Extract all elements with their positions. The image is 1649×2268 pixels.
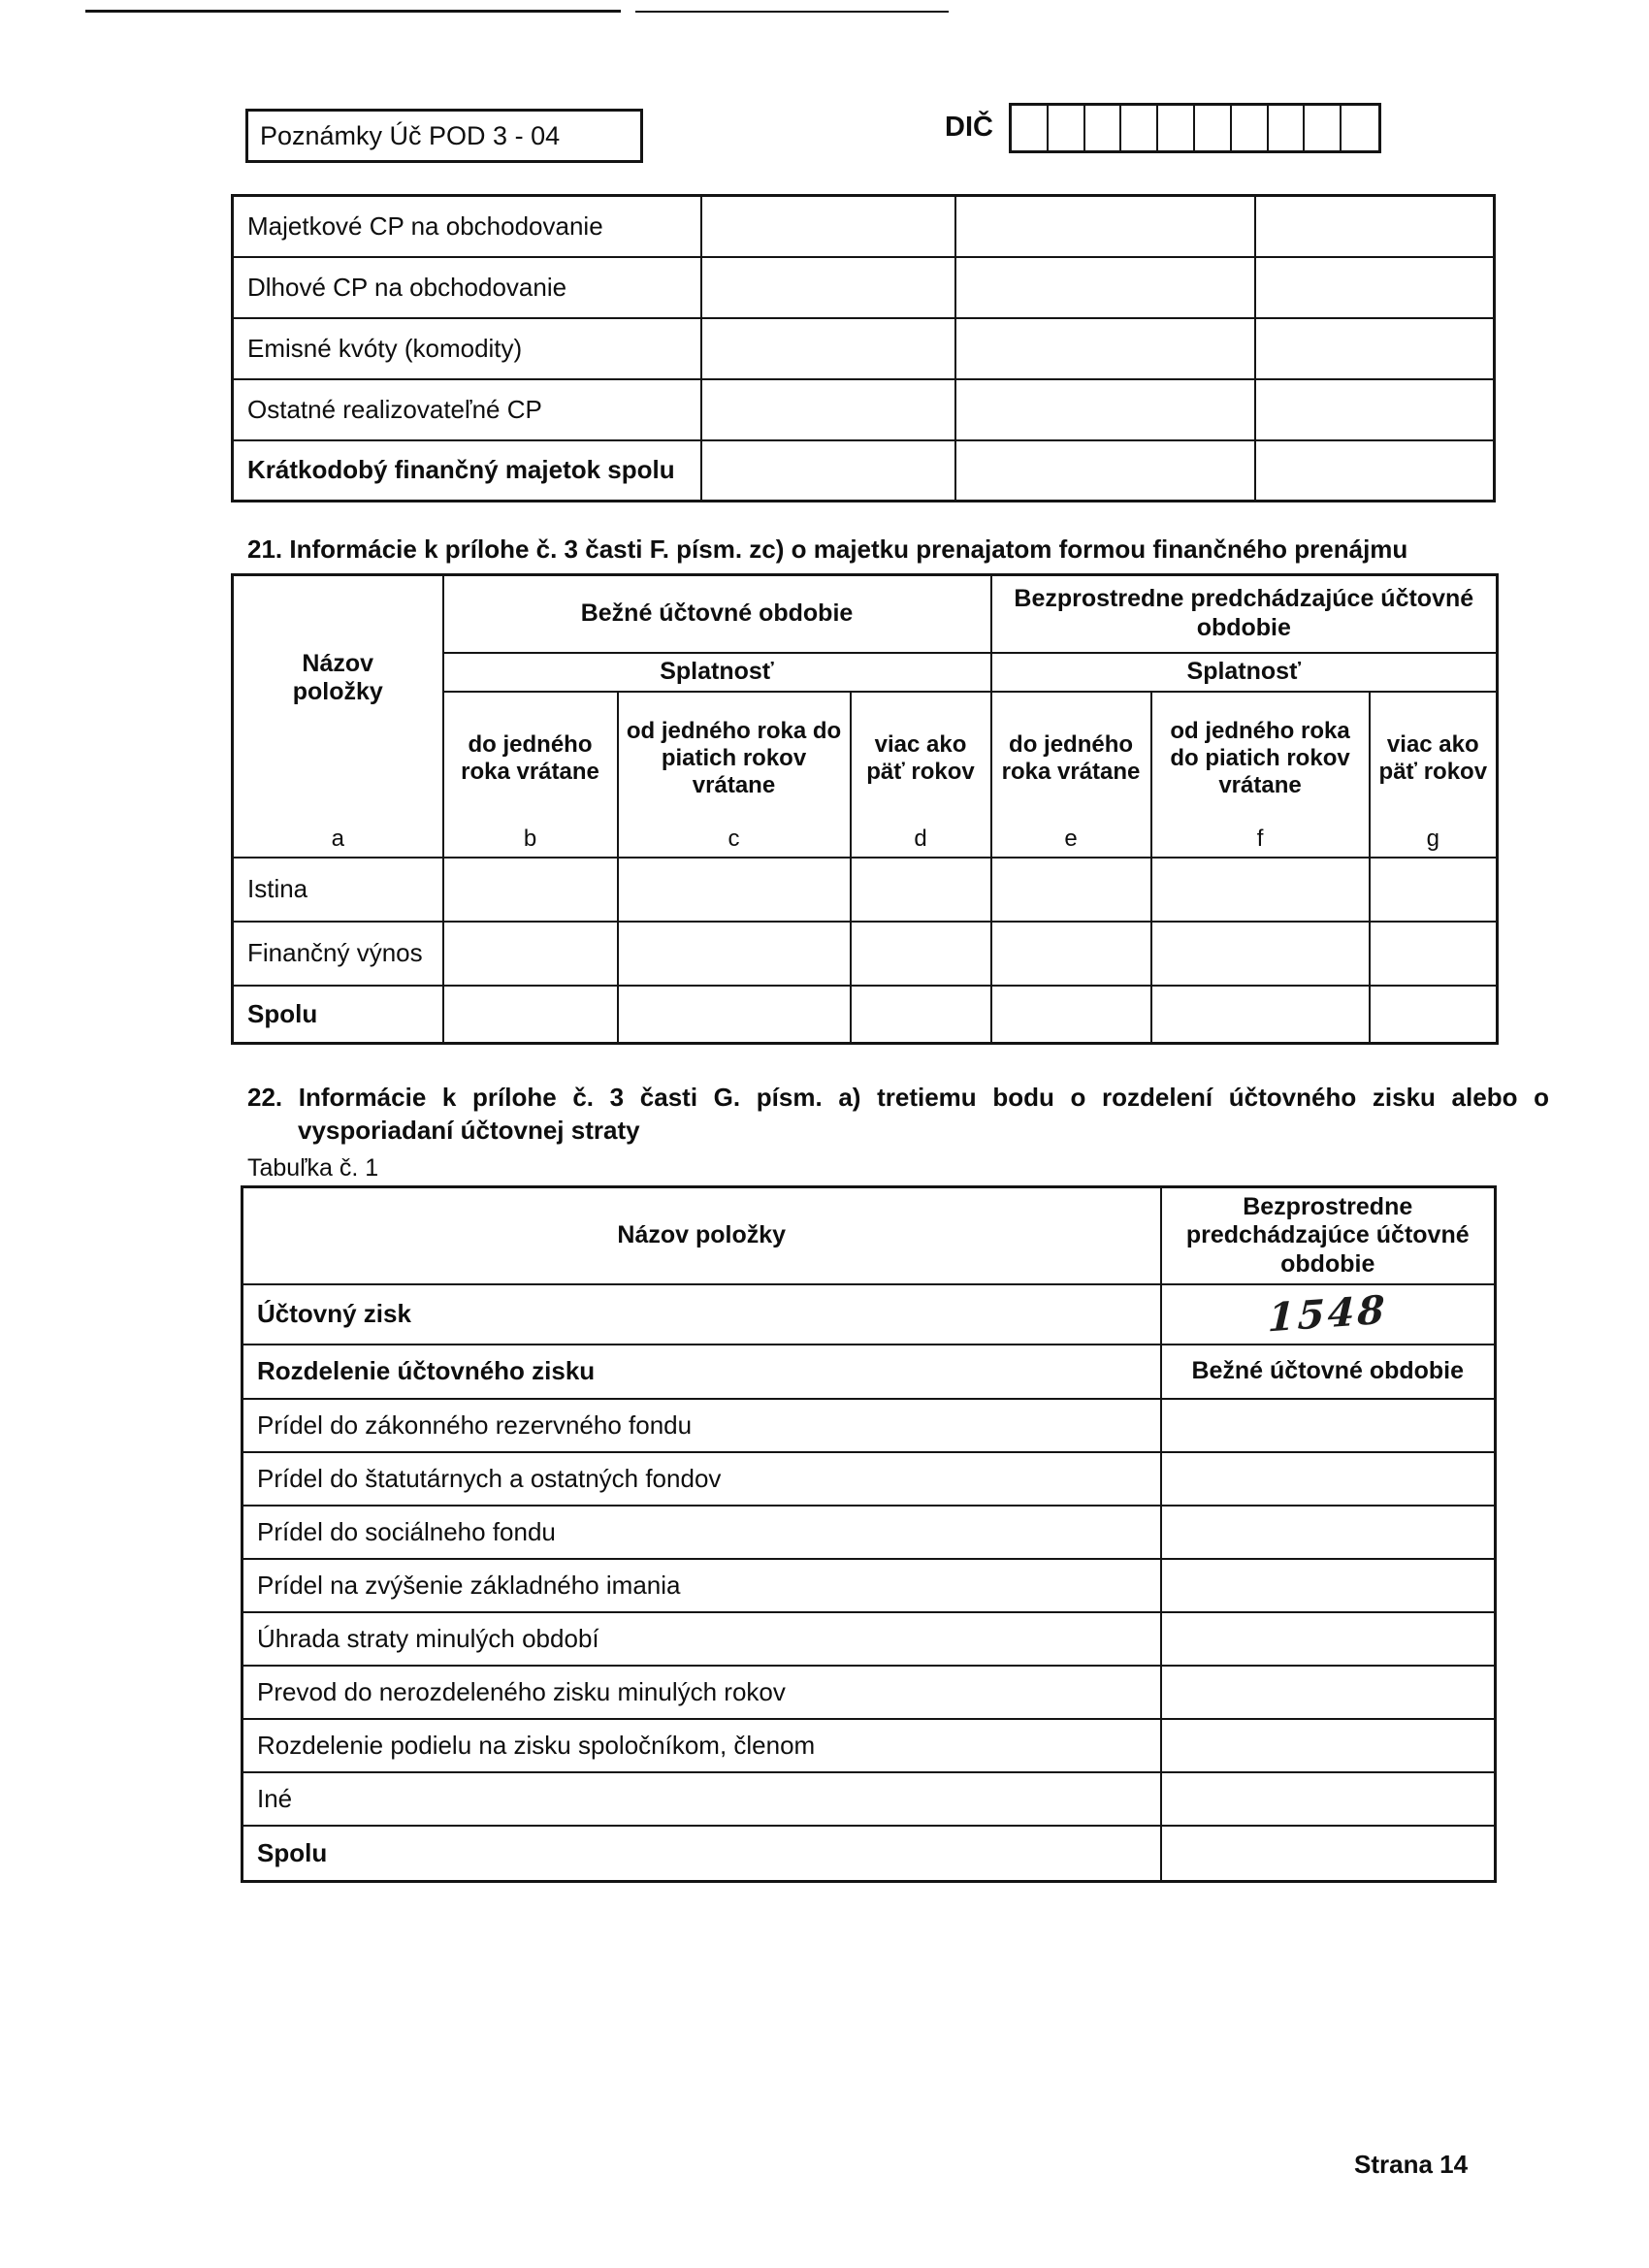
col-letter-f: f [1151,826,1370,858]
row-label: Prídel do zákonného rezervného fondu [242,1399,1161,1452]
table-row [233,379,1495,440]
value-cell[interactable] [955,379,1255,440]
value-cell[interactable] [1161,1506,1496,1559]
value-cell[interactable] [991,858,1151,922]
dic-digit-cell[interactable] [1232,106,1269,150]
table-row [242,1399,1496,1452]
table-row [242,1612,1496,1666]
page-number: Strana 14 [1354,2150,1469,2179]
value-cell[interactable] [1151,986,1370,1044]
col-header-b: do jedného roka vrátane [443,692,618,826]
row-label: Ostatné realizovateľné CP [233,379,701,440]
row-label: Iné [242,1772,1161,1826]
row-label: Prídel do štatutárnych a ostatných fondov [242,1452,1161,1506]
table-row [242,1345,1496,1399]
table-row [233,858,1498,922]
col-letter-b: b [443,826,618,858]
table-number-label: Tabuľka č. 1 [247,1154,379,1182]
col-header-c: od jedného roka do piatich rokov vrátane [618,692,851,826]
row-label: Finančný výnos [233,922,443,986]
value-cell[interactable] [1255,196,1495,257]
row-label: Istina [233,858,443,922]
form-title-box [245,109,643,163]
table-row [233,257,1495,318]
col-letter-c: c [618,826,851,858]
row-label-total: Krátkodobý finančný majetok spolu [233,440,701,502]
table-row [242,1666,1496,1719]
value-cell[interactable] [1255,257,1495,318]
value-cell[interactable] [1161,1612,1496,1666]
value-cell[interactable] [955,257,1255,318]
row-label: Rozdelenie podielu na zisku spoločníkom, členom [242,1719,1161,1772]
table-row [233,440,1495,502]
short-term-assets-table [231,194,1496,502]
value-cell[interactable] [1161,1559,1496,1612]
value-cell[interactable] [701,379,955,440]
row-label: Dlhové CP na obchodovanie [233,257,701,318]
table-row [242,1506,1496,1559]
table-header-row [242,1187,1496,1284]
col-letter-g: g [1370,826,1498,858]
table-header-row [233,575,1498,653]
dic-digit-cell[interactable] [1085,106,1122,150]
value-cell[interactable] [618,922,851,986]
table-row [242,1772,1496,1826]
table-row [233,196,1495,257]
col-letter-d: d [851,826,991,858]
row-label: Úhrada straty minulých období [242,1612,1161,1666]
table-row [233,986,1498,1044]
value-cell[interactable] [1255,379,1495,440]
dic-digit-cell[interactable] [1342,106,1378,150]
col-header-item-name: Názov položky [233,575,443,826]
table-row [242,1284,1496,1345]
value-cell[interactable] [1255,318,1495,379]
dic-label: DIČ [945,112,993,143]
row-label-total: Spolu [242,1826,1161,1882]
value-cell[interactable] [1370,858,1498,922]
table-row [242,1719,1496,1772]
value-cell[interactable] [851,986,991,1044]
value-cell[interactable] [851,922,991,986]
finance-lease-table [231,573,1499,1045]
row-label-total: Spolu [233,986,443,1044]
value-cell[interactable] [443,986,618,1044]
dic-digit-cell[interactable] [1158,106,1195,150]
value-cell[interactable] [955,196,1255,257]
col-header-previous-period: Bezprostredne predchádzajúce účtovné obdobie [991,575,1498,653]
value-cell[interactable] [955,440,1255,502]
table-row [242,1452,1496,1506]
value-cell[interactable] [991,986,1151,1044]
value-cell[interactable] [701,440,955,502]
col-header-e: do jedného roka vrátane [991,692,1151,826]
value-cell[interactable] [618,986,851,1044]
value-cell[interactable] [701,196,955,257]
value-cell-profit[interactable] [1161,1284,1496,1345]
dic-digit-cell[interactable] [1269,106,1306,150]
row-label: Prídel na zvýšenie základného imania [242,1559,1161,1612]
column-letter-row [233,826,1498,858]
dic-digit-cell[interactable] [1195,106,1232,150]
value-cell[interactable] [1161,1452,1496,1506]
value-cell[interactable] [1370,922,1498,986]
value-cell[interactable] [701,318,955,379]
value-cell[interactable] [955,318,1255,379]
value-cell[interactable] [991,922,1151,986]
value-cell[interactable] [851,858,991,922]
dic-digit-cell[interactable] [1121,106,1158,150]
col-header-f: od jedného roka do piatich rokov vrátane [1151,692,1370,826]
form-title: Poznámky Úč POD 3 - 04 [260,120,561,150]
profit-distribution-table [241,1185,1497,1883]
row-label-distribution: Rozdelenie účtovného zisku [242,1345,1161,1399]
col-header-g: viac ako päť rokov [1370,692,1498,826]
row-label: Majetkové CP na obchodovanie [233,196,701,257]
value-cell[interactable] [1151,922,1370,986]
value-cell[interactable] [1161,1719,1496,1772]
table-row [233,318,1495,379]
value-cell[interactable] [1161,1772,1496,1826]
value-cell[interactable] [618,858,851,922]
col-header-d: viac ako päť rokov [851,692,991,826]
section21-heading: 21. Informácie k prílohe č. 3 časti F. písm. zc) o majetku prenajatom formou finančného prenájmu [247,535,1408,564]
value-cell[interactable] [1161,1399,1496,1452]
dic-input-grid [1009,103,1381,153]
col-header-maturity: Splatnosť [443,653,991,692]
table-row [242,1826,1496,1882]
table-row [242,1559,1496,1612]
section22-heading: 22. Informácie k prílohe č. 3 časti G. písm. a) tretiemu bodu o rozdelení účtovného zisku alebo o vysporiadaní účtovnej straty [247,1083,1549,1146]
row-label-profit: Účtovný zisk [242,1284,1161,1345]
dic-digit-cell[interactable] [1012,106,1049,150]
col-header-current-period: Bežné účtovné obdobie [443,575,991,653]
handwritten-value: 1548 [1267,1286,1389,1342]
value-cell[interactable] [1161,1826,1496,1882]
value-cell[interactable] [1161,1666,1496,1719]
scan-artifact-line [635,11,949,13]
col-header-previous-period: Bezprostredne predchádzajúce účtovné obdobie [1161,1187,1496,1284]
value-cell[interactable] [443,922,618,986]
value-cell[interactable] [1151,858,1370,922]
row-label: Emisné kvóty (komodity) [233,318,701,379]
row-label: Prídel do sociálneho fondu [242,1506,1161,1559]
col-header-current-period: Bežné účtovné obdobie [1161,1345,1496,1399]
dic-digit-cell[interactable] [1049,106,1085,150]
col-letter-a: a [233,826,443,858]
value-cell[interactable] [443,858,618,922]
scan-artifact-line [85,10,621,13]
value-cell[interactable] [701,257,955,318]
row-label: Prevod do nerozdeleného zisku minulých rokov [242,1666,1161,1719]
dic-digit-cell[interactable] [1305,106,1342,150]
value-cell[interactable] [1255,440,1495,502]
col-header-maturity: Splatnosť [991,653,1498,692]
value-cell[interactable] [1370,986,1498,1044]
col-header-item-name: Názov položky [242,1187,1161,1284]
col-letter-e: e [991,826,1151,858]
table-row [233,922,1498,986]
